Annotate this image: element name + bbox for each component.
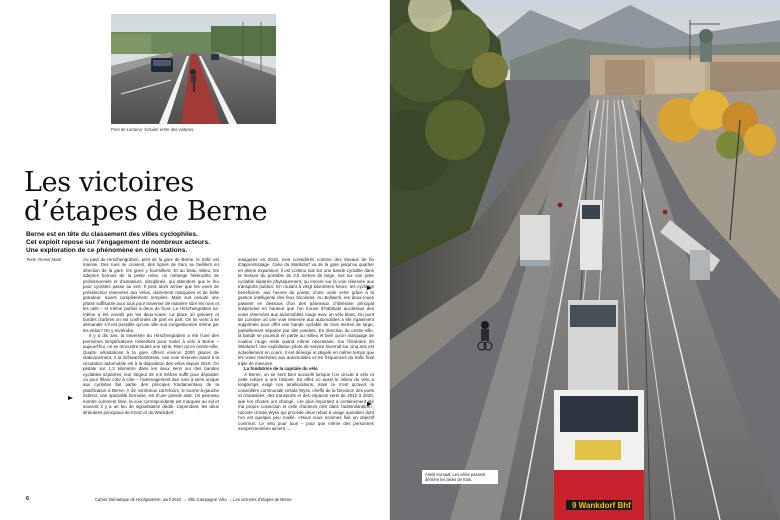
bridge-cyclist-photo (111, 14, 276, 124)
headline-line-1: Les victoires (24, 167, 194, 198)
body-paragraph: Au pied du Hirschengraben, près de la gare de Berne, le trafic est intense. Des rues se croisent, des lignes de tram se faufilent en direction de la gare, les gens y fourmillent. Et au beau milieu, les adeptes bornois de la petite reine, un mélange hétéroclite de professionnels et d’amateurs, disciplinés, qui attendent que le feu pour cyclistes passe au vert. Il peut alors arriver que les voies de présélection réservées aux vélos, clairement marquées et de belle grandeur, soient complètement remplies. Mais suit ensuite une phase suffisante pour tous pour traverser de manière sûre les rues et les rails – et même parfois à deux de front. Le Hirschengraben lui-même a été envahi par les deux-roues. La place où graviers et bordés d’arbres on est confrontés de part en part. On se vient à se demander s’il est possible qu’une ville soit congestionnée même par les vélos? On y reviendra. (83, 257, 219, 333)
running-footer: Cahier thématique de Hochparterre, avril 2022 → Ville Campagne Vélo → Les victoires d’étapes de Berne (95, 497, 292, 502)
body-paragraph: À Berne, on se sent bien accueilli lorsque l’on circule à vélo et cette culture a une histoire. En effet, ici aussi le milieu du vélo a longtemps exigé ces améliorations, mais ce n’est qu’avec la conseillère communale Ursula Wyss, cheffe de la Direction des ports et chaussées, des transports et des espaces verts de 2012 à 2020, que les choses ont changé. «Je plus important a certainement été ma propre conviction et celle d’acteurs clés dans l’administration», raconte Ursula Wyss qui procède deux rebus à usage quotidien dont l’un est quelque peu rouillé. «Nous nous sommes fixé un objectif commun: Le vélo pour tous – pour que même des personnes inexpérimentées aiment → (238, 371, 374, 432)
article-headline (24, 168, 324, 226)
body-column-2 (238, 257, 374, 432)
article-deck (26, 231, 226, 255)
pointer-arrow-icon (367, 286, 372, 290)
subheading: La fondatrice de la capitale du vélo (244, 366, 318, 372)
right-page-photo (390, 0, 780, 520)
headline-line-2: d’étapes de Berne (24, 196, 268, 227)
deck-line-1: Berne est en tête du classement des villes cyclophiles. (26, 231, 198, 238)
page-number: 6 (26, 496, 30, 502)
body-paragraph: inaugurés en 2016, sont considérés comme des travaux de fin d’apprentissage. Celui du Wankdorf va de la gare jusqu’au quartier en pleine expansion: il est continu soit sur une bande cyclable dans la mesure du possible de 2,5 mètres de large, soit sur une piste cyclable séparée physiquement, ou encore sur la voie réservée aux transports publics. En roulant à vingt kilomètres heure, les cyclistes bénéficient, aux heures de pointe, d’une onde verte grâce à la gestion intelligente des feux tricolores. Au Bollwerk, les deux-roues passent en dessous d’un des panneaux d’itinéraire principal suspendus en hauteur que l’on trouve d’habitude au-dessus des voies réservées aux automobiles rouge avec un vélo blanc. Du pont de Lorraine où une voie réservée aux automobiles a été également supprimée pour offrir une bande cyclable de trois mètres de large, partiellement séparée par des potelets. En direction du centre-ville, la bande se poursuit en partie au milieu et bien qu’un marquage de couleur rouge reste quand même nécessaire. Sur l’itinéraire du Wankdorf, une exploitation pilote de service hivernal sur cinq ans est actuellement en cours. Il est déneigé et dégelé en même temps que les voies réservées aux automobiles et les fréquences du trafic final triple de mesures. (238, 257, 374, 366)
body-column-1 (83, 257, 219, 415)
pointer-arrow-icon (68, 396, 73, 400)
deck-line-2: Cet exploit repose sur l’engagement de nombreux acteurs. (26, 239, 210, 247)
tram-destination-sign: 9 Wankdorf Bhf (572, 501, 631, 510)
deck-line-3: Une exploration de ce phénomène en cinq stations. (26, 247, 188, 255)
bridge-photo-illustration (111, 14, 276, 124)
top-photo-caption: Pont de Lorraine: Cirkuler entre des voitures. (111, 127, 195, 132)
body-paragraph: Il y a dix ans, la traversée du Hirschengraben a été l’une des premières simplifications ressenties pour rouler à vélo à Berne – aujourd’hui, on se rencontre toutes une série. Rien qu’en centre-ville. Quatre vélostations à la gare offrent environ 2000 places de stationnement. À la Schwarztorstrasse, une voie réservée avant à la circulation automobile est à la disposition des vélos depuis 2019. On pédale sur 1,3 kilomètre dans les deux sens sur des bandes cyclables séparées; leur largeur de 2,5 mètres suffit pour dépasser ou pour flâner côte à côte – l’aménagement des rues à sens unique aux cyclistes fait partie des principes fondamentaux de la planification à Berne. À de nombreux carrefours, le tourne-à-gauche indirect, une spécialité bernoise, est d’une grande aide. Un panneau montre comment faire, la voie correspondante est marquée au sol et souvent il y a un feu de signalisation dédié. Cependant, les deux itinéraires principaux de Köniz et du Wankdorf, (83, 333, 219, 415)
right-photo-caption: Annitl Kursaal: Les vélos passent derrière les aisés de tram. (422, 470, 498, 484)
pointer-arrow-icon (367, 402, 372, 406)
byline: Texte: Reiner Marti (26, 257, 62, 262)
berne-tram-street-illustration (390, 0, 780, 520)
